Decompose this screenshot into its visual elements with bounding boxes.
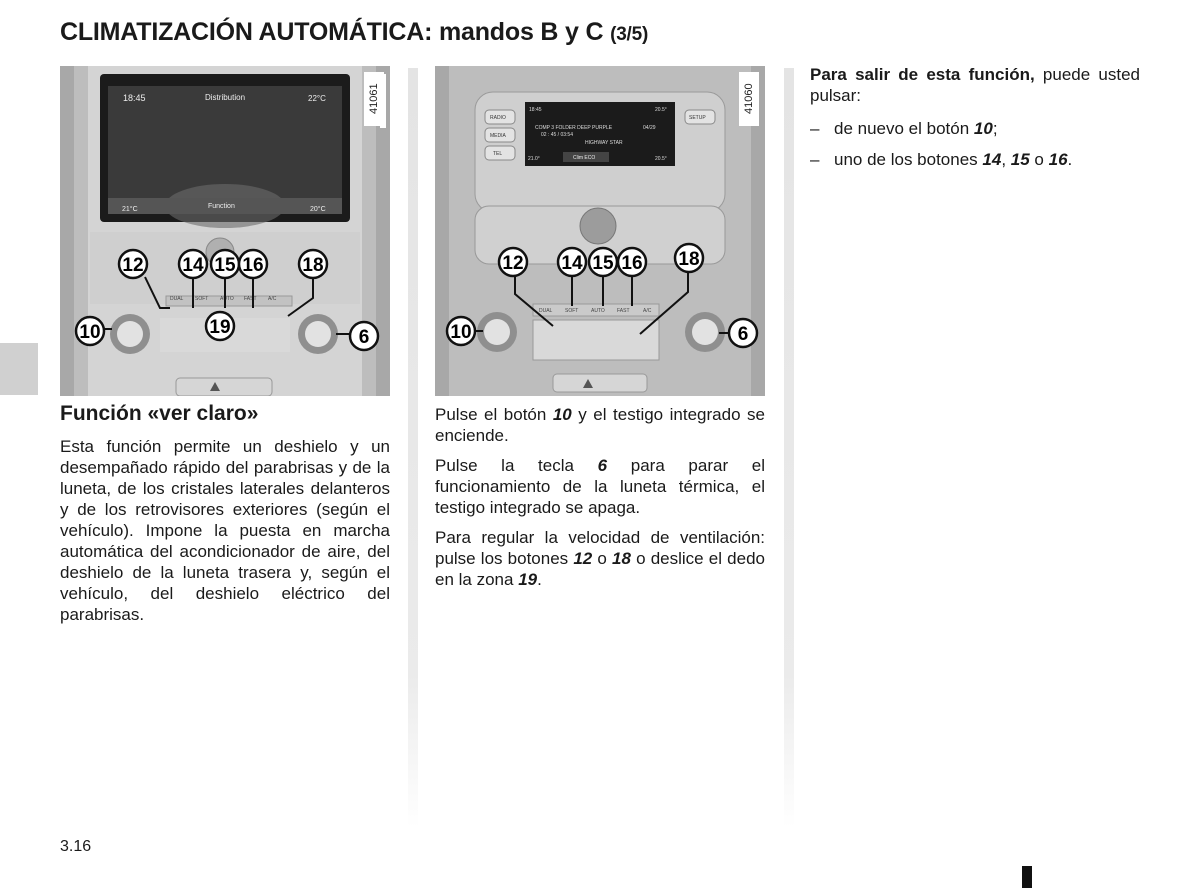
figure-control-b [60, 66, 390, 396]
radio-button: RADIO [490, 115, 506, 121]
callout-15 [589, 248, 617, 276]
figure-code: 41061 [364, 72, 384, 126]
track-name: HIGHWAY STAR [585, 140, 623, 146]
svg-text:6: 6 [358, 327, 370, 348]
button-label-ac: A/C [643, 308, 652, 314]
svg-text:15: 15 [214, 255, 236, 276]
list-item: – de nuevo el botón 10; [810, 119, 998, 138]
button-label-dual: DUAL [170, 296, 184, 302]
list-item: – uno de los botones 14, 15 o 16. [810, 150, 1073, 169]
side-temp-right: 20.5° [655, 156, 667, 162]
screen-time: 18:45 [123, 93, 146, 103]
tel-button: TEL [493, 151, 503, 157]
button-label-soft: SOFT [565, 308, 579, 314]
setup-button: SETUP [689, 115, 706, 121]
svg-text:19: 19 [209, 317, 231, 338]
edge-marker [1022, 866, 1032, 888]
callout-10 [447, 317, 475, 345]
callout-19 [206, 312, 234, 340]
svg-text:10: 10 [79, 322, 101, 343]
screen-time: 18:45 [529, 107, 542, 113]
svg-text:16: 16 [242, 255, 264, 276]
exit-intro: Para salir de esta función, puede usted pulsar: [810, 65, 1140, 105]
callout-16 [239, 250, 267, 278]
button-label-auto: AUTO [591, 308, 605, 314]
track-index: 04/29 [643, 125, 656, 131]
function-label: Function [208, 203, 235, 210]
column-divider [784, 68, 794, 828]
media-button: MEDIA [490, 133, 506, 139]
page-number: 3.16 [60, 838, 92, 855]
section-title: Función «ver claro» [60, 402, 259, 425]
callout-overlay-b [60, 66, 390, 396]
right-text [810, 64, 1140, 180]
screen-temp: 20.5° [655, 107, 667, 113]
callout-overlay-c [435, 66, 765, 396]
svg-text:16: 16 [621, 253, 643, 274]
svg-text:10: 10 [450, 322, 472, 343]
callout-15 [211, 250, 239, 278]
callout-16 [618, 248, 646, 276]
track-time: 02 : 45 / 03:54 [541, 132, 573, 138]
svg-text:15: 15 [592, 253, 614, 274]
svg-text:6: 6 [737, 324, 749, 345]
middle-text [435, 404, 765, 599]
paragraph-fan-speed: Para regular la velocidad de ventilación: pulse los botones 12 o 18 o deslice el dedo en la zona 19. [435, 528, 765, 589]
callout-18 [675, 244, 703, 272]
section-body: Esta función permite un deshielo y un desempañado rápido del parabrisas y de la luneta, de los cristales laterales delanteros y de los retrovisores exteriores (según el vehículo). Impone la puesta en marcha automática del acondicionador de aire, del deshielo de la luneta trasera y, según el vehículo, del deshielo eléctrico del parabrisas. [60, 437, 390, 624]
svg-text:12: 12 [122, 255, 144, 276]
page-marker: (3/5) [610, 24, 649, 45]
svg-text:14: 14 [182, 255, 204, 276]
chapter-tab [0, 343, 38, 395]
svg-text:14: 14 [561, 253, 583, 274]
svg-text:18: 18 [678, 249, 700, 270]
screen-temp-right: 20°C [310, 206, 326, 213]
callout-6 [350, 322, 378, 350]
column-divider [408, 68, 418, 828]
callout-14 [179, 250, 207, 278]
paragraph-stop-rear-defrost: Pulse la tecla 6 para parar el funcionamiento de la luneta térmica, el testigo integrado se apaga. [435, 456, 765, 517]
eco-label: Clim ECO [573, 155, 596, 161]
paragraph-led-on: Pulse el botón 10 y el testigo integrado se enciende. [435, 405, 765, 445]
button-label-fast: FAST [617, 308, 630, 314]
track-title: COMP 3 FOLDER DEEP PURPLE [535, 125, 613, 131]
button-label-ac: A/C [268, 296, 277, 302]
side-temp-left: 21.0° [528, 156, 540, 162]
button-label-soft: SOFT [195, 296, 209, 302]
button-label-dual: DUAL [539, 308, 553, 314]
button-label-fast: FAST [244, 296, 257, 302]
button-label-auto: AUTO [220, 296, 234, 302]
figure-control-c [435, 66, 765, 396]
callout-12 [499, 248, 527, 276]
screen-temp: 22°C [308, 94, 326, 103]
callout-6 [729, 319, 757, 347]
callout-10 [76, 317, 104, 345]
callout-12 [119, 250, 147, 278]
svg-text:18: 18 [302, 255, 324, 276]
figure-code: 41060 [739, 72, 759, 126]
callout-14 [558, 248, 586, 276]
screen-temp-left: 21°C [122, 206, 138, 213]
callout-18 [299, 250, 327, 278]
screen-title: Distribution [205, 93, 246, 102]
page-title: CLIMATIZACIÓN AUTOMÁTICA: mandos B y C (3/5) [60, 18, 649, 46]
svg-text:12: 12 [502, 253, 524, 274]
